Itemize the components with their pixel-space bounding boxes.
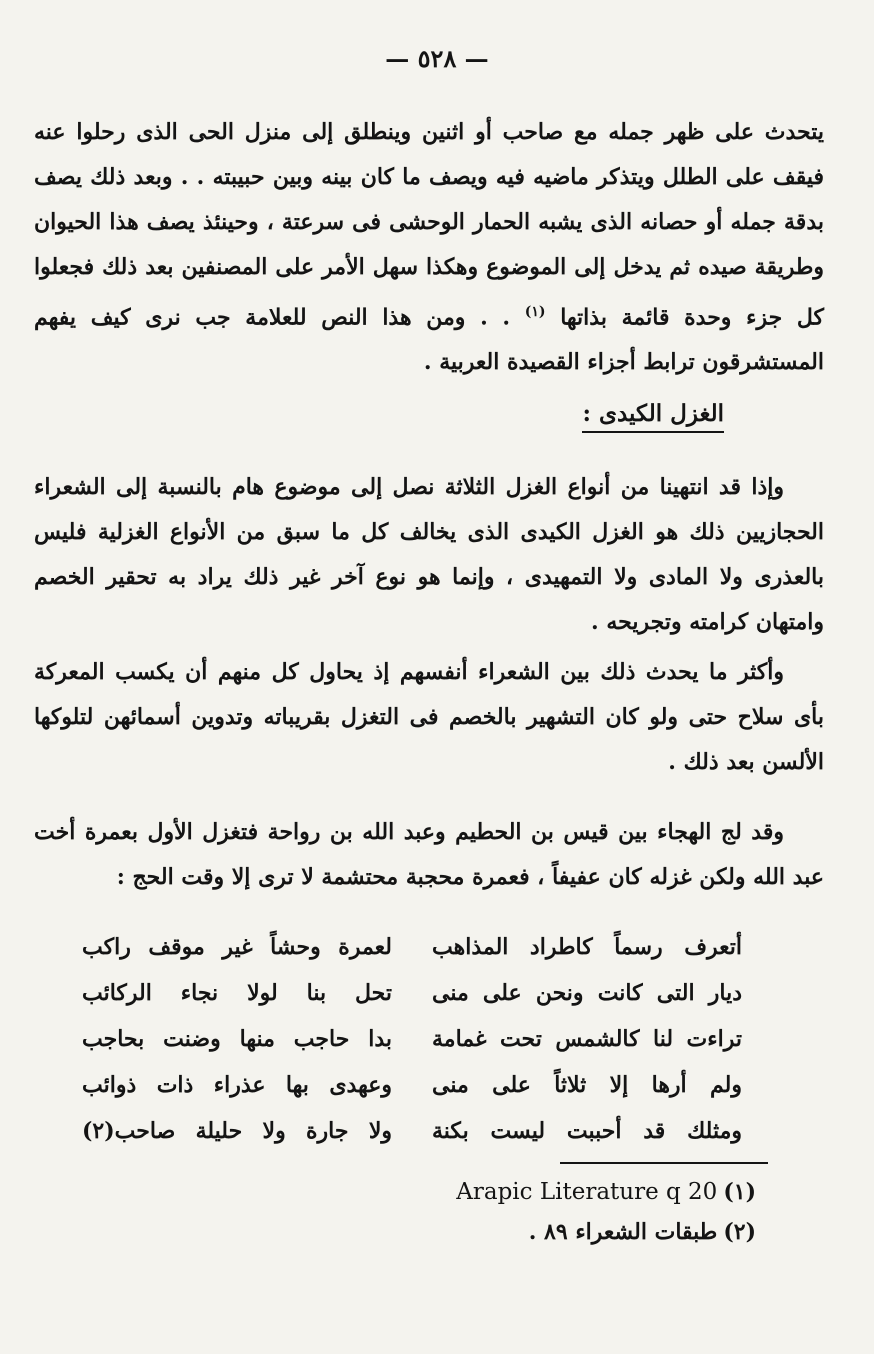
section-heading: الغزل الكيدى : — [582, 400, 724, 433]
paragraph-intro — [34, 110, 824, 385]
poem-verse — [82, 1062, 742, 1108]
paragraph-intro-end: . . ومن هذا النص للعلامة جب نرى كيف يفهم المستشرقون ترابط أجزاء القصيدة العربية . — [34, 304, 824, 376]
poem — [82, 924, 742, 1154]
footnote-1-text: Arapic Literature q 20 — [456, 1179, 718, 1205]
verse-first-hemistich: ومثلك قد أحببت ليست بكنة — [432, 1118, 742, 1144]
footnote-1 — [456, 1176, 756, 1208]
footnote-ref-1: (١) — [524, 304, 546, 320]
paragraph-intro-text: يتحدث على ظهر جمله مع صاحب أو اثنين وينطلق إلى منزل الحى الذى رحلوا عنه فيقف على الطلل ويتذكر ماضيه فيه ويصف ما كان بينه وبين حبيبته . . وبعد ذلك يصف بدقة جمله أو حصانه الذى يشبه الحمار الوحشى فى سرعتة ، وحينئذ يصف هذا الحيوان وطريقة صيده ثم يدخل إلى الموضوع وهكذا سهل الأمر على المصنفين بعد ذلك فجعلوا كل جزء وحدة قائمة بذاتها — [34, 119, 824, 331]
poem-verse — [82, 970, 742, 1016]
verse-first-hemistich: أتعرف رسماً كاطراد المذاهب — [432, 934, 742, 960]
verse-second-hemistich-text: ولا جارة ولا حليلة صاحب — [114, 1118, 392, 1144]
verse-second-hemistich: تحل بنا لولا نجاء الركائب — [82, 980, 392, 1006]
verse-second-hemistich: لعمرة وحشاً غير موقف راكب — [82, 934, 392, 960]
footnote-ref-2: (٢) — [82, 1118, 115, 1144]
footnote-1-number: (١) — [723, 1179, 756, 1205]
verse-first-hemistich: ولم أرها إلا ثلاثاً على منى — [432, 1072, 742, 1098]
verse-first-hemistich: تراءت لنا كالشمس تحت غمامة — [432, 1026, 742, 1052]
footnote-2-number: (٢) — [723, 1219, 756, 1245]
paragraph-qays: وقد لج الهجاء بين قيس بن الحطيم وعبد الله بن رواحة فتغزل الأول بعمرة أخت عبد الله ولكن غزله كان عفيفاً ، فعمرة محجبة محتشمة لا ترى إلا وقت الحج : — [34, 819, 824, 890]
footnote-2 — [529, 1216, 756, 1248]
verse-first-hemistich: ديار التى كانت ونحن على منى — [432, 980, 742, 1006]
footnote-2-text: طبقات الشعراء ٨٩ . — [528, 1219, 718, 1245]
verse-second-hemistich — [82, 1108, 392, 1154]
page-number: — ٥٢٨ — — [385, 44, 489, 73]
paragraph-definition: وإذا قد انتهينا من أنواع الغزل الثلاثة نصل إلى موضوع هام بالنسبة إلى الشعراء الحجازيين ذلك هو الغزل الكيدى الذى يخالف كل ما سبق من الأنواع الغزلية فليس بالعذرى ولا المادى ولا التمهيدى ، وإنما هو نوع آخر غير ذلك يراد به تحقير الخصم وامتهان كرامته وتجريحه . — [34, 474, 824, 635]
paragraph-poets: وأكثر ما يحدث ذلك بين الشعراء أنفسهم إذ يحاول كل منهم أن يكسب المعركة بأى سلاح حتى ولو كان التشهير بالخصم فى التغزل بقريباته وتدوين أسمائهن لتلوكها الألسن بعد ذلك . — [34, 659, 824, 775]
poem-verse — [82, 1108, 742, 1154]
verse-second-hemistich: وعهدى بها عذراء ذات ذوائب — [82, 1072, 392, 1098]
verse-second-hemistich: بدا حاجب منها وضنت بحاجب — [82, 1026, 392, 1052]
footnote-divider — [560, 1162, 768, 1164]
poem-verse — [82, 1016, 742, 1062]
poem-verse — [82, 924, 742, 970]
